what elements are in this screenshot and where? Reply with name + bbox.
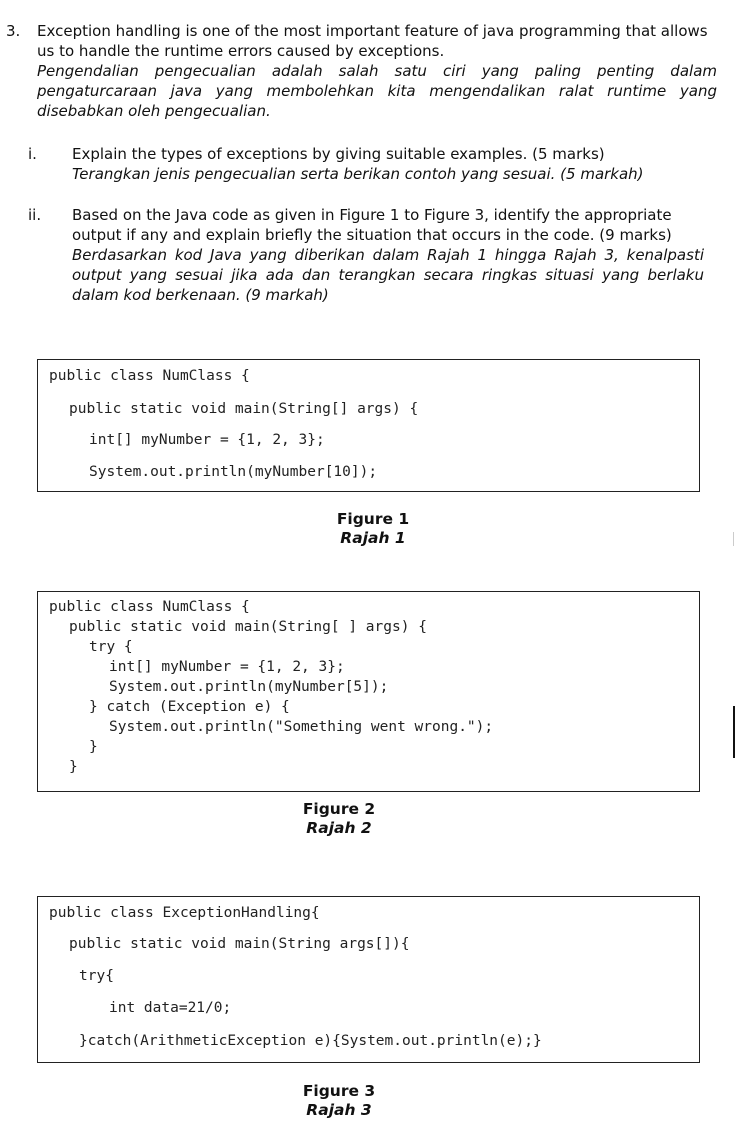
code-line: } catch (Exception e) { bbox=[89, 699, 290, 715]
code-line: int data=21/0; bbox=[109, 1000, 232, 1016]
part-ii-english: Based on the Java code as given in Figure 1 to Figure 3, identify the appropriate output if any and explain briefly the situation that occurs in the code. (9 marks) bbox=[72, 206, 672, 244]
code-line: System.out.println(myNumber[5]); bbox=[109, 679, 389, 695]
question-number: 3. bbox=[6, 22, 21, 40]
part-i-label: i. bbox=[28, 145, 37, 163]
figure-2-caption-en: Figure 2 bbox=[302, 800, 376, 818]
figure-2-code-box bbox=[37, 591, 700, 792]
code-line: int[] myNumber = {1, 2, 3}; bbox=[89, 432, 325, 448]
part-ii-label: ii. bbox=[28, 206, 42, 224]
part-ii-malay: Berdasarkan kod Java yang diberikan dalam Rajah 1 hingga Rajah 3, kenalpasti output yang sesuai jika ada dan terangkan secara ringkas situasi yang berlaku dalam kod berkenaan. (9 markah) bbox=[72, 246, 704, 304]
code-line: } bbox=[89, 739, 98, 755]
part-ii-text bbox=[72, 205, 704, 305]
figure-1-caption bbox=[313, 510, 433, 548]
part-i-malay: Terangkan jenis pengecualian serta berikan contoh yang sesuai. (5 markah) bbox=[72, 165, 644, 183]
code-line: public static void main(String[ ] args) { bbox=[69, 619, 427, 635]
code-line: }catch(ArithmeticException e){System.out.println(e);} bbox=[79, 1033, 542, 1049]
figure-1-caption-ms: Rajah 1 bbox=[340, 529, 406, 547]
figure-3-code-box bbox=[37, 896, 700, 1063]
scan-edge-mark bbox=[733, 706, 735, 758]
code-line: public class ExceptionHandling{ bbox=[49, 905, 320, 921]
code-line: int[] myNumber = {1, 2, 3}; bbox=[109, 659, 345, 675]
figure-3-caption-en: Figure 3 bbox=[302, 1082, 376, 1100]
part-i-text bbox=[72, 144, 704, 184]
figure-1-caption-en: Figure 1 bbox=[336, 510, 410, 528]
code-line: public class NumClass { bbox=[49, 368, 250, 384]
figure-1-code-box bbox=[37, 359, 700, 492]
part-i-english: Explain the types of exceptions by giving suitable examples. (5 marks) bbox=[72, 145, 605, 163]
intro-english: Exception handling is one of the most important feature of java programming that allows us to handle the runtime errors caused by exceptions. bbox=[37, 22, 708, 60]
question-intro bbox=[37, 21, 717, 121]
scan-edge-mark bbox=[733, 532, 734, 546]
figure-3-caption bbox=[279, 1082, 399, 1120]
code-line: System.out.println(myNumber[10]); bbox=[89, 464, 378, 480]
code-line: try { bbox=[89, 639, 133, 655]
code-line: public class NumClass { bbox=[49, 599, 250, 615]
figure-2-caption-ms: Rajah 2 bbox=[306, 819, 372, 837]
intro-malay: Pengendalian pengecualian adalah salah satu ciri yang paling penting dalam pengaturcaraan java yang membolehkan kita mengendalikan ralat runtime yang disebabkan oleh pengecualian. bbox=[37, 62, 717, 120]
code-line: public static void main(String[] args) { bbox=[69, 401, 419, 417]
code-line: System.out.println("Something went wrong."); bbox=[109, 719, 494, 735]
figure-3-caption-ms: Rajah 3 bbox=[306, 1101, 372, 1119]
figure-2-caption bbox=[279, 800, 399, 838]
code-line: try{ bbox=[79, 968, 114, 984]
code-line: public static void main(String args[]){ bbox=[69, 936, 410, 952]
code-line: } bbox=[69, 759, 78, 775]
